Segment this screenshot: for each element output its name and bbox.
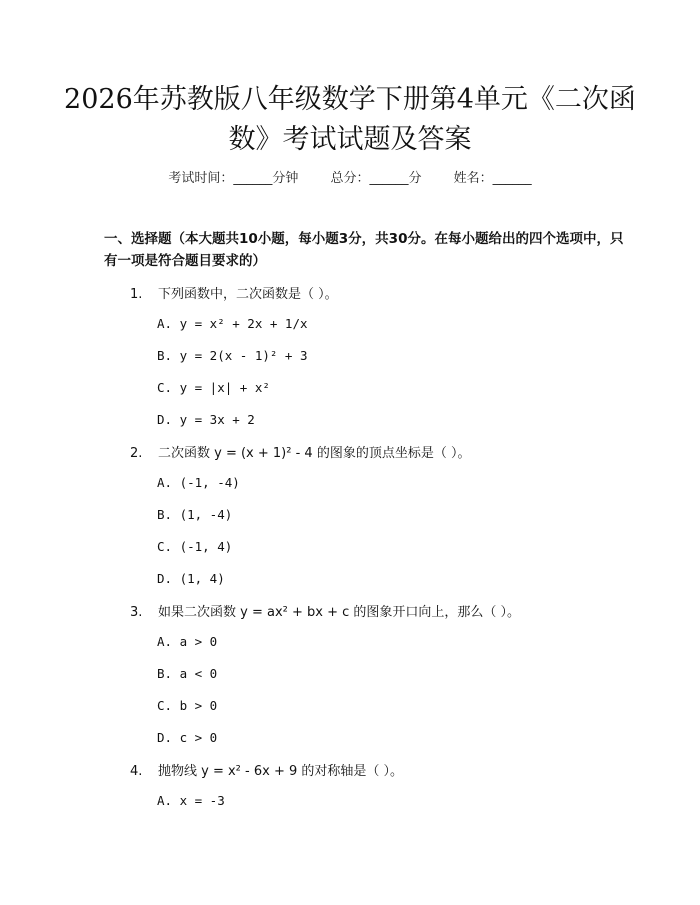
page-title: 2026年苏教版八年级数学下册第4单元《二次函数》考试试题及答案 xyxy=(64,84,636,155)
exam-time-field: 考试时间：______分钟 xyxy=(168,171,299,186)
question-3-option-b: B. a < 0 xyxy=(157,666,218,681)
question-4 xyxy=(130,760,630,779)
question-2 xyxy=(130,442,630,461)
total-score-field: 总分：______分 xyxy=(330,171,422,186)
question-text: 二次函数 y = (x + 1)² - 4 的图象的顶点坐标是（ ）。 xyxy=(158,446,471,461)
question-number: 2. xyxy=(130,446,143,461)
question-text: 抛物线 y = x² - 6x + 9 的对称轴是（ ）。 xyxy=(158,764,404,779)
student-name-field: 姓名：______ xyxy=(453,171,532,186)
question-text: 下列函数中，二次函数是（ ）。 xyxy=(158,287,338,302)
question-1-option-c: C. y = |x| + x² xyxy=(157,380,270,395)
section-heading-multiple-choice: 一、选择题（本大题共10小题，每小题3分，共30分。在每小题给出的四个选项中，只有一项是符合题目要求的） xyxy=(104,231,624,269)
question-3 xyxy=(130,601,630,620)
question-2-option-d: D. (1, 4) xyxy=(157,571,225,586)
question-2-option-c: C. (-1, 4) xyxy=(157,539,233,554)
question-3-option-a: A. a > 0 xyxy=(157,634,218,649)
exam-info-line xyxy=(0,167,700,186)
question-3-option-c: C. b > 0 xyxy=(157,698,218,713)
question-number: 3. xyxy=(130,605,143,620)
question-number: 4. xyxy=(130,764,143,779)
question-2-option-b: B. (1, -4) xyxy=(157,507,233,522)
question-2-option-a: A. (-1, -4) xyxy=(157,475,240,490)
question-1-option-b: B. y = 2(x - 1)² + 3 xyxy=(157,348,308,363)
question-1-option-d: D. y = 3x + 2 xyxy=(157,412,255,427)
question-4-option-a: A. x = -3 xyxy=(157,793,225,808)
question-3-option-d: D. c > 0 xyxy=(157,730,218,745)
question-1-option-a: A. y = x² + 2x + 1/x xyxy=(157,316,308,331)
question-number: 1. xyxy=(130,287,143,302)
question-1 xyxy=(130,283,630,302)
question-text: 如果二次函数 y = ax² + bx + c 的图象开口向上，那么（ ）。 xyxy=(158,605,521,620)
